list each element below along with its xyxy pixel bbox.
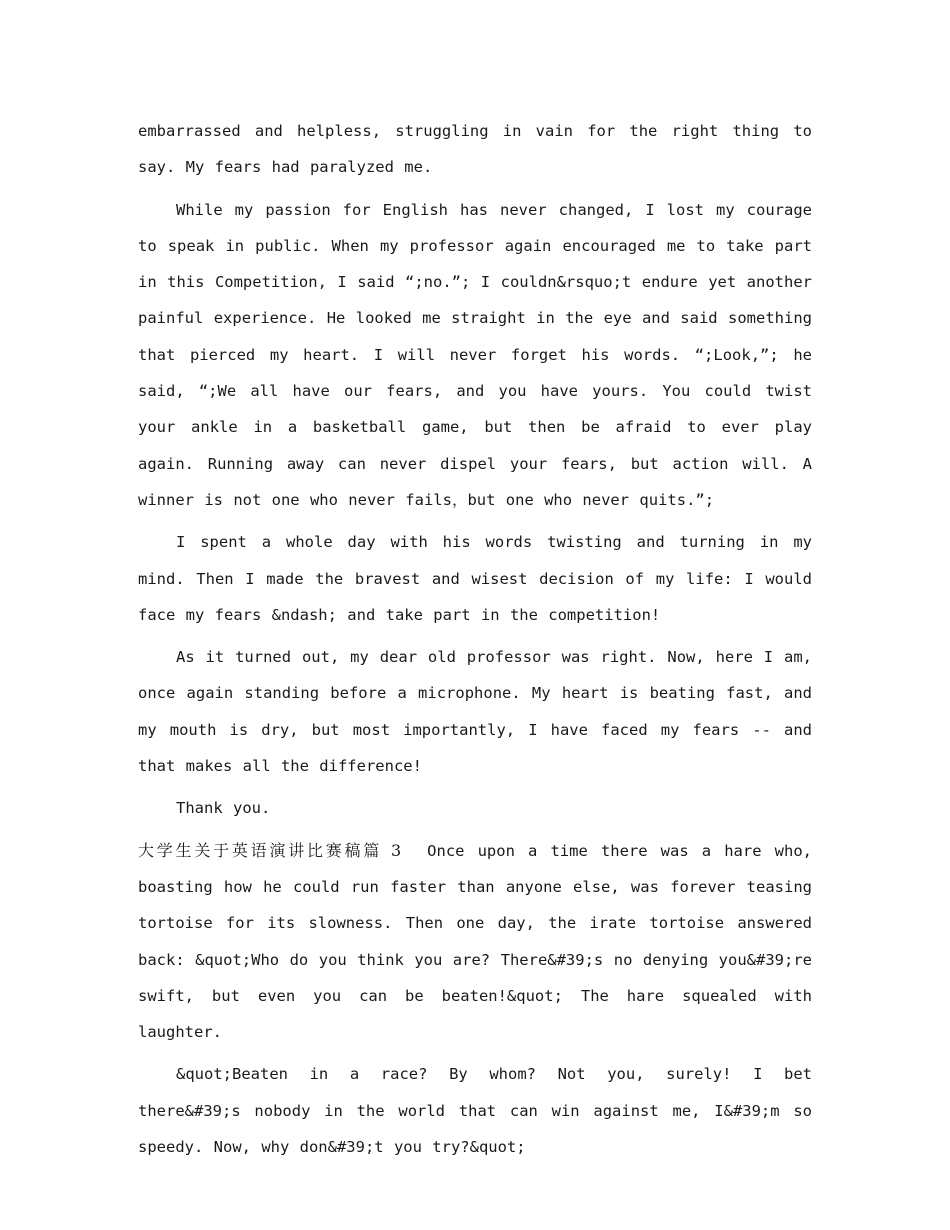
paragraph-continuation: embarrassed and helpless, struggling in vain for the right thing to say. My fears had paralyzed me. (138, 122, 812, 177)
section-3-heading: 大学生关于英语演讲比赛稿篇 3 (138, 840, 402, 860)
paragraph-thank-you: Thank you. (176, 799, 271, 818)
paragraph-decision: I spent a whole day with his words twisting and turning in my mind. Then I made the bravest and wisest decision of my life: I would face my fears &ndash; and take part in the competition! (138, 533, 812, 624)
paragraph-conclusion: As it turned out, my dear old professor was right. Now, here I am, once again standing before a microphone. My heart is beating fast, and my mouth is dry, but most importantly, I have faced my fears -- and that makes all the difference! (138, 648, 812, 776)
paragraph-professor-advice: While my passion for English has never changed, I lost my courage to speak in public. When my professor again encouraged me to take part in this Competition, I said “;no.”; I couldn&rsquo;t endure yet another painful experience. He looked me straight in the eye and said something that pierced my heart. I will never forget his words. “;Look,”; he said, “;We all have our fears, and you have yours. You could twist your ankle in a basketball game, but then be afraid to ever play again. Running away can never dispel your fears, but action will. A winner is not one who never fails，but one who never quits.”; (138, 200, 812, 509)
section-3-body: Once upon a time there was a hare who, boasting how he could run faster than anyone else, was forever teasing tortoise for its slowness. Then one day, the irate tortoise answered back: &quot;Who do you think you are? There&#39;s no denying you&#39;re swift, but even you can be beaten!&quot; The hare squealed with laughter. (138, 841, 812, 1042)
paragraph-hare-boast: &quot;Beaten in a race? By whom? Not you, surely! I bet there&#39;s nobody in the world that can win against me, I&#39;m so speedy. Now, why don&#39;t you try?&quot; (138, 1065, 812, 1157)
section-3-paragraph (138, 833, 812, 1051)
document-body (138, 113, 812, 1171)
